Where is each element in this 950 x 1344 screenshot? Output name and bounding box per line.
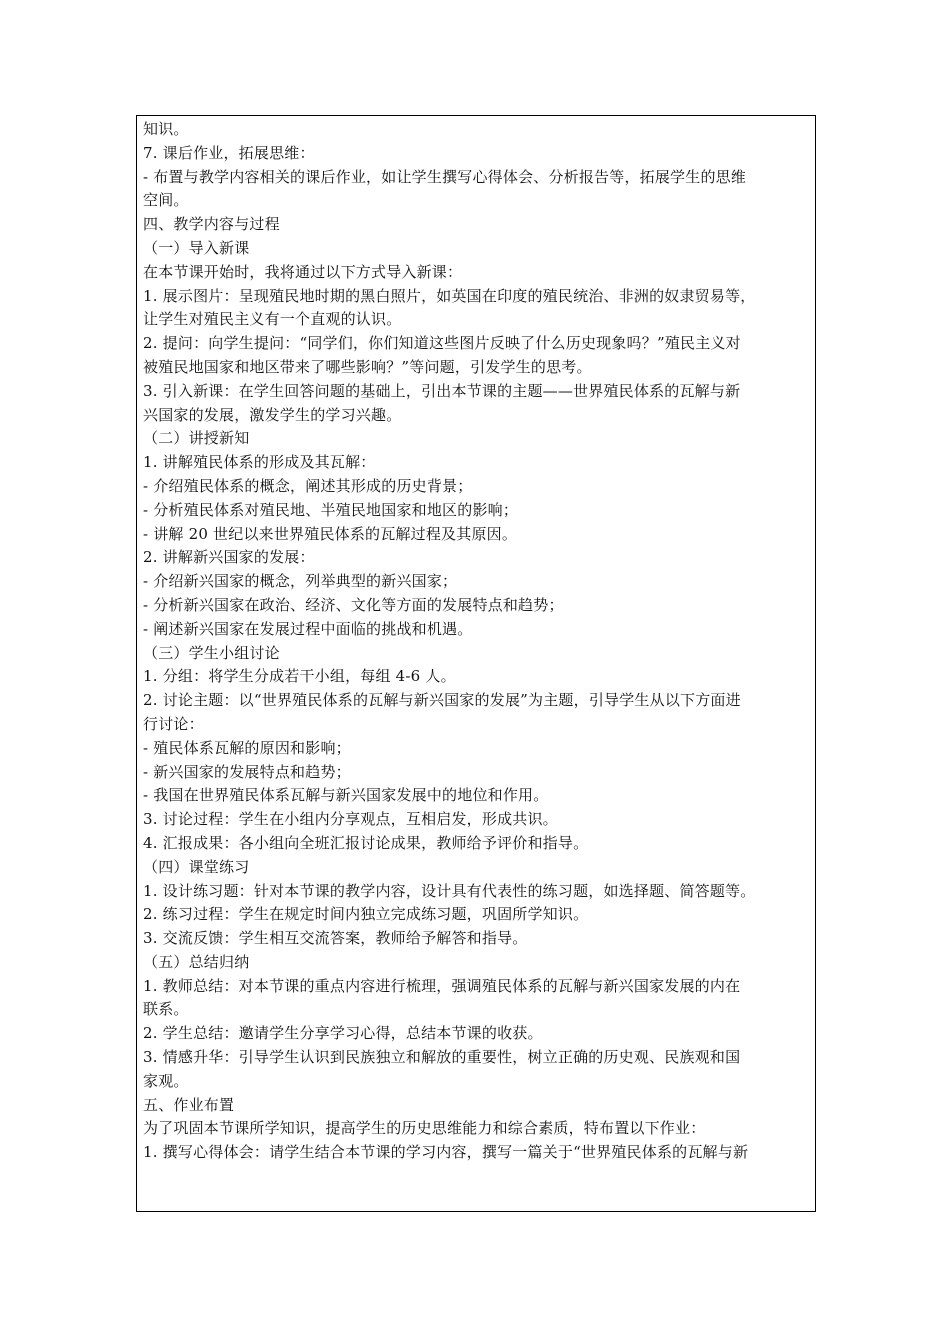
document-text-line: 7. 课后作业，拓展思维： bbox=[143, 143, 315, 162]
document-text-line: 家观。 bbox=[143, 1071, 189, 1090]
document-text-line: （三）学生小组讨论 bbox=[143, 643, 280, 662]
document-text-line: - 新兴国家的发展特点和趋势； bbox=[143, 762, 351, 781]
document-text-line: 行讨论： bbox=[143, 714, 204, 733]
document-text-line: 在本节课开始时，我将通过以下方式导入新课： bbox=[143, 262, 463, 281]
document-text-line: 2. 讨论主题：以“世界殖民体系的瓦解与新兴国家的发展”为主题，引导学生从以下方面进 bbox=[143, 691, 741, 710]
document-text-line: 让学生对殖民主义有一个直观的认识。 bbox=[143, 310, 402, 329]
document-text-line: - 我国在世界殖民体系瓦解与新兴国家发展中的地位和作用。 bbox=[143, 786, 549, 805]
document-table-cell bbox=[136, 115, 816, 1212]
document-text-line: 3. 情感升华：引导学生认识到民族独立和解放的重要性，树立正确的历史观、民族观和国 bbox=[143, 1048, 741, 1067]
document-text-line: 3. 引入新课：在学生回答问题的基础上，引出本节课的主题——世界殖民体系的瓦解与新 bbox=[143, 381, 741, 400]
document-text-line: （一）导入新课 bbox=[143, 238, 250, 257]
document-text-line: 4. 汇报成果：各小组向全班汇报讨论成果，教师给予评价和指导。 bbox=[143, 833, 589, 852]
document-text-line: - 布置与教学内容相关的课后作业，如让学生撰写心得体会、分析报告等，拓展学生的思维 bbox=[143, 167, 747, 186]
document-text-line: 1. 分组：将学生分成若干小组，每组 4-6 人。 bbox=[143, 667, 456, 686]
document-text-line: - 介绍殖民体系的概念，阐述其形成的历史背景； bbox=[143, 476, 473, 495]
document-text-line: 3. 交流反馈：学生相互交流答案，教师给予解答和指导。 bbox=[143, 929, 528, 948]
document-text-line: 兴国家的发展，激发学生的学习兴趣。 bbox=[143, 405, 402, 424]
document-text-line: 空间。 bbox=[143, 191, 189, 210]
document-text-line: 1. 撰写心得体会：请学生结合本节课的学习内容，撰写一篇关于“世界殖民体系的瓦解与新 bbox=[143, 1143, 749, 1162]
document-text-line: 1. 展示图片：呈现殖民地时期的黑白照片，如英国在印度的殖民统治、非洲的奴隶贸易等， bbox=[143, 286, 756, 305]
document-text-line: - 讲解 20 世纪以来世界殖民体系的瓦解过程及其原因。 bbox=[143, 524, 518, 543]
document-body bbox=[137, 116, 815, 1165]
document-text-line: （二）讲授新知 bbox=[143, 429, 250, 448]
document-text-line: 联系。 bbox=[143, 1000, 189, 1019]
document-text-line: - 阐述新兴国家在发展过程中面临的挑战和机遇。 bbox=[143, 619, 473, 638]
document-text-line: 1. 教师总结：对本节课的重点内容进行梳理，强调殖民体系的瓦解与新兴国家发展的内在 bbox=[143, 976, 741, 995]
document-text-line: 五、作业布置 bbox=[143, 1095, 235, 1114]
document-text-line: （五）总结归纳 bbox=[143, 952, 250, 971]
document-text-line: 2. 提问：向学生提问：“同学们，你们知道这些图片反映了什么历史现象吗？”殖民主义对 bbox=[143, 334, 741, 353]
document-text-line: 为了巩固本节课所学知识，提高学生的历史思维能力和综合素质，特布置以下作业： bbox=[143, 1119, 706, 1138]
document-text-line: 知识。 bbox=[143, 120, 189, 138]
document-text-line: 2. 学生总结：邀请学生分享学习心得，总结本节课的收获。 bbox=[143, 1024, 543, 1043]
document-text-line: 四、教学内容与过程 bbox=[143, 215, 280, 234]
document-text-line: 2. 练习过程：学生在规定时间内独立完成练习题，巩固所学知识。 bbox=[143, 905, 589, 924]
document-text-line: 2. 讲解新兴国家的发展： bbox=[143, 548, 315, 567]
document-text-line: - 分析殖民体系对殖民地、半殖民地国家和地区的影响； bbox=[143, 500, 519, 519]
document-text-line: 1. 讲解殖民体系的形成及其瓦解： bbox=[143, 453, 376, 472]
document-text-line: 被殖民地国家和地区带来了哪些影响？”等问题，引发学生的思考。 bbox=[143, 357, 592, 376]
document-text-line: （四）课堂练习 bbox=[143, 857, 250, 876]
document-text-line: - 殖民体系瓦解的原因和影响； bbox=[143, 738, 351, 757]
document-text-line: - 分析新兴国家在政治、经济、文化等方面的发展特点和趋势； bbox=[143, 595, 564, 614]
document-text-line: - 介绍新兴国家的概念，列举典型的新兴国家； bbox=[143, 572, 458, 591]
document-text-line: 3. 讨论过程：学生在小组内分享观点，互相启发，形成共识。 bbox=[143, 810, 558, 829]
document-text-line: 1. 设计练习题：针对本节课的教学内容，设计具有代表性的练习题，如选择题、简答题等。 bbox=[143, 881, 756, 900]
